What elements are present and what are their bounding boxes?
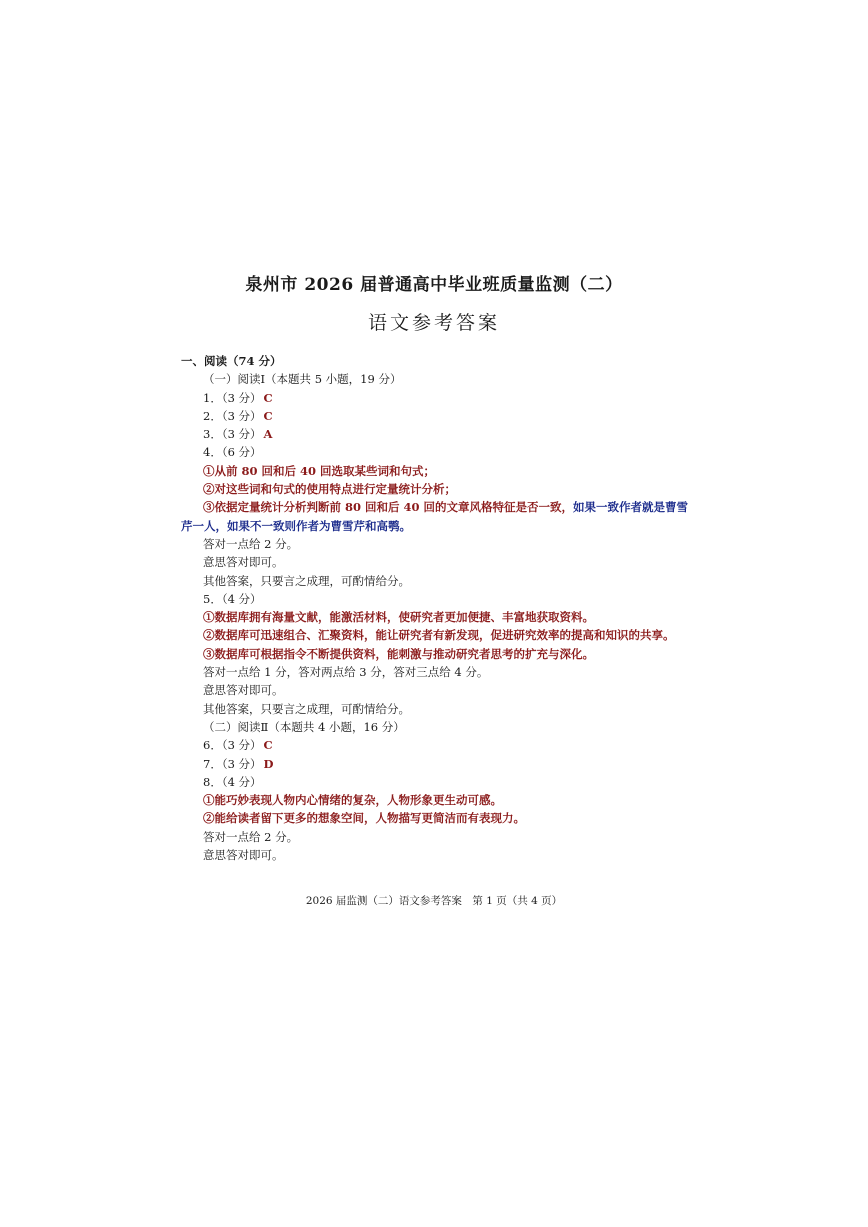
q8-note-2: 意思答对即可。 [203, 848, 284, 863]
q8-point-1: ①能巧妙表现人物内心情绪的复杂，人物形象更生动可感。 [203, 793, 502, 808]
q4-note-1: 答对一点给 2 分。 [203, 536, 299, 551]
q4-note-3: 其他答案，只要言之成理，可酌情给分。 [203, 573, 410, 588]
question-1 [181, 389, 689, 407]
section-heading-reading: 一、阅读（74 分） [181, 354, 282, 368]
question-8-label: 8．（4 分） [203, 774, 262, 789]
q4-point-3 [181, 498, 689, 535]
q5-point-1: ①数据库拥有海量文献，能激活材料，使研究者更加便捷、丰富地获取资料。 [203, 610, 594, 625]
q8-point-2: ②能给读者留下更多的想象空间，人物描写更简洁而有表现力。 [203, 811, 525, 826]
question-3 [181, 425, 689, 443]
question-label: 7．（3 分） [203, 756, 262, 771]
question-7 [181, 755, 689, 773]
page-subtitle: 语文参考答案 [367, 312, 500, 334]
question-label: 1．（3 分） [203, 390, 262, 405]
answer-content [181, 352, 689, 864]
q4-point-3-conclusion: 如果一致作者就是曹雪芹一人，如果不一致则作者为曹雪芹和高鹗。 [181, 500, 689, 533]
question-answer: D [263, 756, 274, 771]
q4-note-2: 意思答对即可。 [203, 555, 284, 570]
question-label: 2．（3 分） [203, 408, 262, 423]
q5-point-2: ②数据库可迅速组合、汇聚资料，能让研究者有新发现，促进研究效率的提高和知识的共享。 [203, 628, 675, 643]
page-title: 泉州市 2026 届普通高中毕业班质量监测（二） [245, 275, 623, 295]
question-4-label: 4．（6 分） [203, 445, 262, 460]
question-answer: C [263, 408, 273, 423]
question-2 [181, 407, 689, 425]
question-label: 3．（3 分） [203, 427, 262, 442]
question-label: 6．（3 分） [203, 738, 262, 753]
q4-point-2: ②对这些词和句式的使用特点进行定量统计分析； [203, 482, 456, 497]
question-answer: A [263, 427, 273, 442]
page-footer: 2026 届监测（二）语文参考答案 第 1 页（共 4 页） [305, 895, 563, 907]
q5-note-3: 其他答案，只要言之成理，可酌情给分。 [203, 701, 410, 716]
q8-note-1: 答对一点给 2 分。 [203, 829, 299, 844]
q5-point-3: ③数据库可根据指令不断提供资料，能刺激与推动研究者思考的扩充与深化。 [203, 646, 594, 661]
question-6 [181, 736, 689, 754]
question-5-label: 5．（4 分） [203, 591, 262, 606]
q5-note-2: 意思答对即可。 [203, 683, 284, 698]
q4-point-1: ①从前 80 回和后 40 回选取某些词和句式； [203, 463, 436, 478]
question-answer: C [263, 390, 273, 405]
q5-note-1: 答对一点给 1 分，答对两点给 3 分，答对三点给 4 分。 [203, 665, 489, 680]
question-answer: C [263, 738, 273, 753]
part-heading-reading-2: （二）阅读Ⅱ（本题共 4 小题，16 分） [203, 719, 405, 734]
part-heading-reading-1: （一）阅读Ⅰ（本题共 5 小题，19 分） [203, 372, 402, 387]
q4-point-3-main: ③依据定量统计分析判断前 80 回和后 40 回的文章风格特征是否一致， [203, 500, 574, 515]
